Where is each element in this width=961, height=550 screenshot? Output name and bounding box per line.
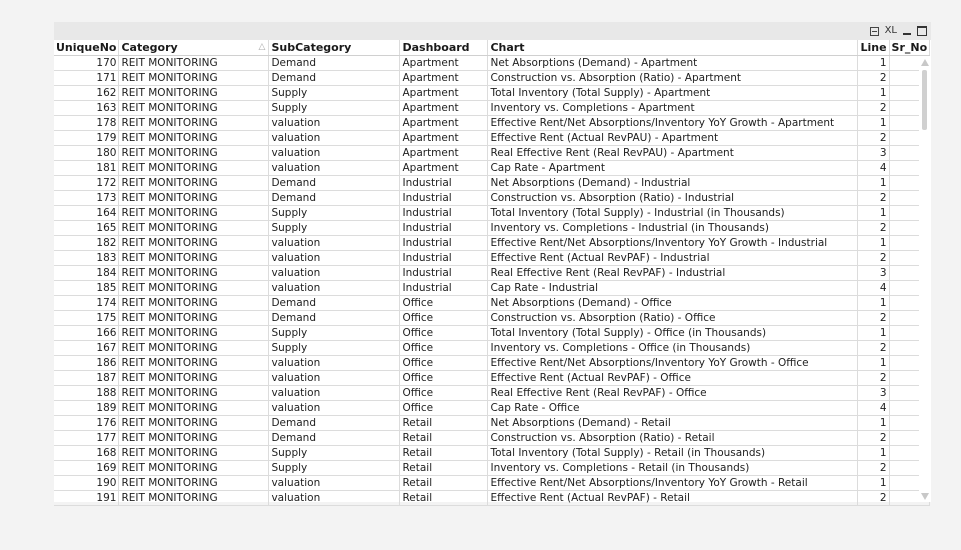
cell-dashboard[interactable]: Office [400, 401, 488, 416]
table-row[interactable] [54, 56, 930, 71]
cell-chart[interactable]: Net Absorptions (Demand) - Retail [488, 416, 858, 431]
column-header-line[interactable]: Line [858, 40, 889, 56]
cell-uniqueno[interactable]: 182 [54, 236, 119, 251]
table-row[interactable] [54, 371, 930, 386]
table-row[interactable] [54, 416, 930, 431]
cell-line[interactable]: 1 [858, 476, 889, 491]
cell-line[interactable]: 3 [858, 266, 889, 281]
table-row[interactable] [54, 101, 930, 116]
cell-line[interactable]: 1 [858, 56, 889, 71]
table-row[interactable] [54, 116, 930, 131]
cell-dashboard[interactable]: Apartment [400, 116, 488, 131]
cell-line[interactable]: 4 [858, 281, 889, 296]
cell-category[interactable]: REIT MONITORING [119, 401, 269, 416]
table-row[interactable] [54, 221, 930, 236]
cell-line[interactable]: 1 [858, 446, 889, 461]
cell-subcategory[interactable]: valuation [269, 491, 400, 506]
cell-dashboard[interactable]: Retail [400, 461, 488, 476]
cell-line[interactable]: 4 [858, 401, 889, 416]
table-row[interactable] [54, 446, 930, 461]
cell-subcategory[interactable]: valuation [269, 161, 400, 176]
cell-line[interactable]: 2 [858, 71, 889, 86]
cell-chart[interactable]: Effective Rent (Actual RevPAU) - Apartment [488, 131, 858, 146]
header-row [54, 40, 930, 56]
cell-chart[interactable]: Cap Rate - Industrial [488, 281, 858, 296]
cell-category[interactable]: REIT MONITORING [119, 431, 269, 446]
cell-chart[interactable]: Effective Rent (Actual RevPAF) - Industrial [488, 251, 858, 266]
cell-category[interactable]: REIT MONITORING [119, 461, 269, 476]
cell-line[interactable]: 1 [858, 176, 889, 191]
cell-dashboard[interactable]: Apartment [400, 101, 488, 116]
cell-chart[interactable]: Net Absorptions (Demand) - Office [488, 296, 858, 311]
table-row[interactable] [54, 476, 930, 491]
table-row[interactable] [54, 176, 930, 191]
cell-line[interactable]: 1 [858, 416, 889, 431]
cell-chart[interactable]: Real Effective Rent (Real RevPAF) - Industrial [488, 266, 858, 281]
column-header-uniqueno[interactable]: UniqueNo [54, 40, 119, 56]
maximize-icon[interactable] [917, 26, 927, 36]
cell-subcategory[interactable]: valuation [269, 146, 400, 161]
cell-subcategory[interactable]: valuation [269, 251, 400, 266]
cell-category[interactable]: REIT MONITORING [119, 206, 269, 221]
cell-dashboard[interactable]: Industrial [400, 221, 488, 236]
data-table [54, 40, 930, 506]
table-row[interactable] [54, 251, 930, 266]
cell-uniqueno[interactable]: 172 [54, 176, 119, 191]
cell-chart[interactable]: Effective Rent/Net Absorptions/Inventory YoY Growth - Apartment [488, 116, 858, 131]
cell-dashboard[interactable]: Industrial [400, 281, 488, 296]
cell-chart[interactable]: Net Absorptions (Demand) - Industrial [488, 176, 858, 191]
cell-subcategory[interactable]: valuation [269, 401, 400, 416]
table-row[interactable] [54, 491, 930, 506]
cell-uniqueno[interactable]: 191 [54, 491, 119, 506]
cell-dashboard[interactable]: Retail [400, 446, 488, 461]
cell-chart[interactable]: Total Inventory (Total Supply) - Retail (in Thousands) [488, 446, 858, 461]
cell-uniqueno[interactable]: 164 [54, 206, 119, 221]
column-header-label: Category [121, 41, 178, 54]
cell-category[interactable]: REIT MONITORING [119, 86, 269, 101]
cell-uniqueno[interactable]: 180 [54, 146, 119, 161]
xl-export-icon[interactable]: XL [884, 25, 897, 36]
cell-subcategory[interactable]: Demand [269, 191, 400, 206]
cell-chart[interactable]: Effective Rent (Actual RevPAF) - Retail [488, 491, 858, 506]
cell-category[interactable]: REIT MONITORING [119, 311, 269, 326]
cell-dashboard[interactable]: Industrial [400, 251, 488, 266]
cell-subcategory[interactable]: valuation [269, 476, 400, 491]
table-row[interactable] [54, 296, 930, 311]
cell-category[interactable]: REIT MONITORING [119, 161, 269, 176]
cell-subcategory[interactable]: Supply [269, 101, 400, 116]
cell-chart[interactable]: Inventory vs. Completions - Industrial (in Thousands) [488, 221, 858, 236]
cell-category[interactable]: REIT MONITORING [119, 296, 269, 311]
cell-line[interactable]: 4 [858, 161, 889, 176]
cell-dashboard[interactable]: Industrial [400, 266, 488, 281]
cell-line[interactable]: 2 [858, 131, 889, 146]
cell-dashboard[interactable]: Office [400, 386, 488, 401]
sort-ascending-icon: △ [258, 42, 266, 52]
cell-line[interactable]: 3 [858, 146, 889, 161]
cell-uniqueno[interactable]: 183 [54, 251, 119, 266]
cell-subcategory[interactable]: Supply [269, 326, 400, 341]
cell-dashboard[interactable]: Industrial [400, 191, 488, 206]
cell-uniqueno[interactable]: 173 [54, 191, 119, 206]
cell-dashboard[interactable]: Retail [400, 431, 488, 446]
cell-category[interactable]: REIT MONITORING [119, 251, 269, 266]
cell-chart[interactable]: Effective Rent (Actual RevPAF) - Office [488, 371, 858, 386]
cell-uniqueno[interactable]: 176 [54, 416, 119, 431]
cell-category[interactable]: REIT MONITORING [119, 281, 269, 296]
cell-uniqueno[interactable]: 162 [54, 86, 119, 101]
cell-chart[interactable]: Real Effective Rent (Real RevPAU) - Apartment [488, 146, 858, 161]
table-row[interactable] [54, 401, 930, 416]
cell-category[interactable]: REIT MONITORING [119, 176, 269, 191]
cell-category[interactable]: REIT MONITORING [119, 56, 269, 71]
cell-subcategory[interactable]: Supply [269, 86, 400, 101]
cell-category[interactable]: REIT MONITORING [119, 386, 269, 401]
cell-subcategory[interactable]: Supply [269, 221, 400, 236]
cell-dashboard[interactable]: Office [400, 356, 488, 371]
cell-category[interactable]: REIT MONITORING [119, 221, 269, 236]
cell-dashboard[interactable]: Retail [400, 416, 488, 431]
cell-subcategory[interactable]: valuation [269, 236, 400, 251]
table-row[interactable] [54, 461, 930, 476]
cell-line[interactable]: 2 [858, 491, 889, 506]
cell-dashboard[interactable]: Office [400, 371, 488, 386]
cell-chart[interactable]: Effective Rent/Net Absorptions/Inventory YoY Growth - Retail [488, 476, 858, 491]
cell-category[interactable]: REIT MONITORING [119, 341, 269, 356]
cell-line[interactable]: 2 [858, 101, 889, 116]
table-row[interactable] [54, 266, 930, 281]
table-box-panel [54, 22, 931, 502]
cell-category[interactable]: REIT MONITORING [119, 446, 269, 461]
table-row[interactable] [54, 146, 930, 161]
cell-uniqueno[interactable]: 181 [54, 161, 119, 176]
table-row[interactable] [54, 161, 930, 176]
cell-chart[interactable]: Effective Rent/Net Absorptions/Inventory YoY Growth - Industrial [488, 236, 858, 251]
column-header-sr-no[interactable]: Sr_No [889, 40, 930, 56]
table-row[interactable] [54, 326, 930, 341]
cell-category[interactable]: REIT MONITORING [119, 191, 269, 206]
cell-subcategory[interactable]: valuation [269, 116, 400, 131]
table-row[interactable] [54, 86, 930, 101]
cell-chart[interactable]: Cap Rate - Office [488, 401, 858, 416]
column-header-dashboard[interactable]: Dashboard [400, 40, 488, 56]
cell-category[interactable]: REIT MONITORING [119, 356, 269, 371]
cell-uniqueno[interactable]: 186 [54, 356, 119, 371]
cell-line[interactable]: 1 [858, 206, 889, 221]
cell-uniqueno[interactable]: 184 [54, 266, 119, 281]
cell-uniqueno[interactable]: 170 [54, 56, 119, 71]
cell-chart[interactable]: Real Effective Rent (Real RevPAF) - Office [488, 386, 858, 401]
cell-dashboard[interactable]: Office [400, 326, 488, 341]
cell-chart[interactable]: Inventory vs. Completions - Retail (in Thousands) [488, 461, 858, 476]
cell-uniqueno[interactable]: 169 [54, 461, 119, 476]
table-row[interactable] [54, 191, 930, 206]
cell-uniqueno[interactable]: 165 [54, 221, 119, 236]
cell-dashboard[interactable]: Apartment [400, 71, 488, 86]
cell-dashboard[interactable]: Office [400, 296, 488, 311]
cell-line[interactable]: 2 [858, 221, 889, 236]
cell-subcategory[interactable]: valuation [269, 266, 400, 281]
cell-category[interactable]: REIT MONITORING [119, 266, 269, 281]
cell-subcategory[interactable]: Demand [269, 176, 400, 191]
cell-uniqueno[interactable]: 190 [54, 476, 119, 491]
cell-dashboard[interactable]: Apartment [400, 86, 488, 101]
cell-uniqueno[interactable]: 167 [54, 341, 119, 356]
cell-subcategory[interactable]: Supply [269, 446, 400, 461]
cell-chart[interactable]: Total Inventory (Total Supply) - Office (in Thousands) [488, 326, 858, 341]
table-row[interactable] [54, 341, 930, 356]
cell-chart[interactable]: Inventory vs. Completions - Apartment [488, 101, 858, 116]
vertical-scrollbar[interactable] [919, 56, 931, 502]
cell-chart[interactable]: Total Inventory (Total Supply) - Apartment [488, 86, 858, 101]
cell-subcategory[interactable]: Supply [269, 461, 400, 476]
table-row[interactable] [54, 131, 930, 146]
cell-uniqueno[interactable]: 187 [54, 371, 119, 386]
table-row[interactable] [54, 281, 930, 296]
cell-category[interactable]: REIT MONITORING [119, 101, 269, 116]
cell-line[interactable]: 1 [858, 86, 889, 101]
cell-dashboard[interactable]: Industrial [400, 206, 488, 221]
minimize-icon[interactable] [903, 33, 911, 35]
cell-uniqueno[interactable]: 177 [54, 431, 119, 446]
cell-chart[interactable]: Construction vs. Absorption (Ratio) - Apartment [488, 71, 858, 86]
cell-uniqueno[interactable]: 174 [54, 296, 119, 311]
cell-line[interactable]: 1 [858, 296, 889, 311]
cell-subcategory[interactable]: Supply [269, 341, 400, 356]
cell-category[interactable]: REIT MONITORING [119, 146, 269, 161]
cell-uniqueno[interactable]: 185 [54, 281, 119, 296]
cell-category[interactable]: REIT MONITORING [119, 116, 269, 131]
table-row[interactable] [54, 356, 930, 371]
scroll-up-arrow-icon[interactable] [921, 59, 929, 66]
cell-chart[interactable]: Construction vs. Absorption (Ratio) - Industrial [488, 191, 858, 206]
cell-dashboard[interactable]: Apartment [400, 161, 488, 176]
cell-dashboard[interactable]: Apartment [400, 146, 488, 161]
cell-line[interactable]: 1 [858, 116, 889, 131]
column-header-chart[interactable]: Chart [488, 40, 858, 56]
cell-dashboard[interactable]: Office [400, 341, 488, 356]
cell-uniqueno[interactable]: 179 [54, 131, 119, 146]
cell-subcategory[interactable]: valuation [269, 356, 400, 371]
cell-chart[interactable]: Total Inventory (Total Supply) - Industrial (in Thousands) [488, 206, 858, 221]
cell-subcategory[interactable]: Demand [269, 296, 400, 311]
cell-dashboard[interactable]: Apartment [400, 56, 488, 71]
cell-uniqueno[interactable]: 189 [54, 401, 119, 416]
table-row[interactable] [54, 236, 930, 251]
cell-subcategory[interactable]: valuation [269, 371, 400, 386]
cell-dashboard[interactable]: Industrial [400, 176, 488, 191]
cell-line[interactable]: 2 [858, 371, 889, 386]
cell-dashboard[interactable]: Retail [400, 491, 488, 506]
cell-chart[interactable]: Effective Rent/Net Absorptions/Inventory YoY Growth - Office [488, 356, 858, 371]
cell-subcategory[interactable]: Demand [269, 311, 400, 326]
cell-chart[interactable]: Cap Rate - Apartment [488, 161, 858, 176]
cell-uniqueno[interactable]: 171 [54, 71, 119, 86]
table-row[interactable] [54, 206, 930, 221]
column-header-category[interactable] [119, 40, 269, 56]
scroll-down-arrow-icon[interactable] [921, 493, 929, 500]
cell-category[interactable]: REIT MONITORING [119, 371, 269, 386]
cell-category[interactable]: REIT MONITORING [119, 416, 269, 431]
print-icon[interactable] [870, 27, 879, 36]
caption-bar [54, 22, 931, 40]
cell-subcategory[interactable]: valuation [269, 386, 400, 401]
cell-subcategory[interactable]: valuation [269, 281, 400, 296]
cell-uniqueno[interactable]: 163 [54, 101, 119, 116]
cell-dashboard[interactable]: Apartment [400, 131, 488, 146]
table-row[interactable] [54, 431, 930, 446]
cell-line[interactable]: 1 [858, 356, 889, 371]
table-row[interactable] [54, 311, 930, 326]
cell-chart[interactable]: Construction vs. Absorption (Ratio) - Retail [488, 431, 858, 446]
cell-category[interactable]: REIT MONITORING [119, 236, 269, 251]
cell-chart[interactable]: Net Absorptions (Demand) - Apartment [488, 56, 858, 71]
cell-subcategory[interactable]: valuation [269, 131, 400, 146]
cell-line[interactable]: 2 [858, 461, 889, 476]
cell-line[interactable]: 1 [858, 236, 889, 251]
cell-chart[interactable]: Inventory vs. Completions - Office (in Thousands) [488, 341, 858, 356]
table-row[interactable] [54, 71, 930, 86]
column-header-subcategory[interactable]: SubCategory [269, 40, 400, 56]
cell-category[interactable]: REIT MONITORING [119, 491, 269, 506]
cell-line[interactable]: 3 [858, 386, 889, 401]
cell-dashboard[interactable]: Office [400, 311, 488, 326]
cell-uniqueno[interactable]: 178 [54, 116, 119, 131]
cell-category[interactable]: REIT MONITORING [119, 476, 269, 491]
cell-subcategory[interactable]: Demand [269, 56, 400, 71]
cell-line[interactable]: 2 [858, 191, 889, 206]
cell-line[interactable]: 2 [858, 431, 889, 446]
cell-line[interactable]: 2 [858, 251, 889, 266]
cell-category[interactable]: REIT MONITORING [119, 71, 269, 86]
cell-dashboard[interactable]: Industrial [400, 236, 488, 251]
cell-line[interactable]: 2 [858, 311, 889, 326]
cell-dashboard[interactable]: Retail [400, 476, 488, 491]
cell-category[interactable]: REIT MONITORING [119, 131, 269, 146]
cell-subcategory[interactable]: Demand [269, 431, 400, 446]
cell-chart[interactable]: Construction vs. Absorption (Ratio) - Office [488, 311, 858, 326]
cell-uniqueno[interactable]: 168 [54, 446, 119, 461]
cell-uniqueno[interactable]: 188 [54, 386, 119, 401]
cell-subcategory[interactable]: Supply [269, 206, 400, 221]
cell-category[interactable]: REIT MONITORING [119, 326, 269, 341]
table-row[interactable] [54, 386, 930, 401]
scrollbar-thumb[interactable] [922, 70, 927, 130]
cell-uniqueno[interactable]: 166 [54, 326, 119, 341]
cell-subcategory[interactable]: Demand [269, 416, 400, 431]
cell-line[interactable]: 2 [858, 341, 889, 356]
cell-subcategory[interactable]: Demand [269, 71, 400, 86]
cell-uniqueno[interactable]: 175 [54, 311, 119, 326]
cell-line[interactable]: 1 [858, 326, 889, 341]
